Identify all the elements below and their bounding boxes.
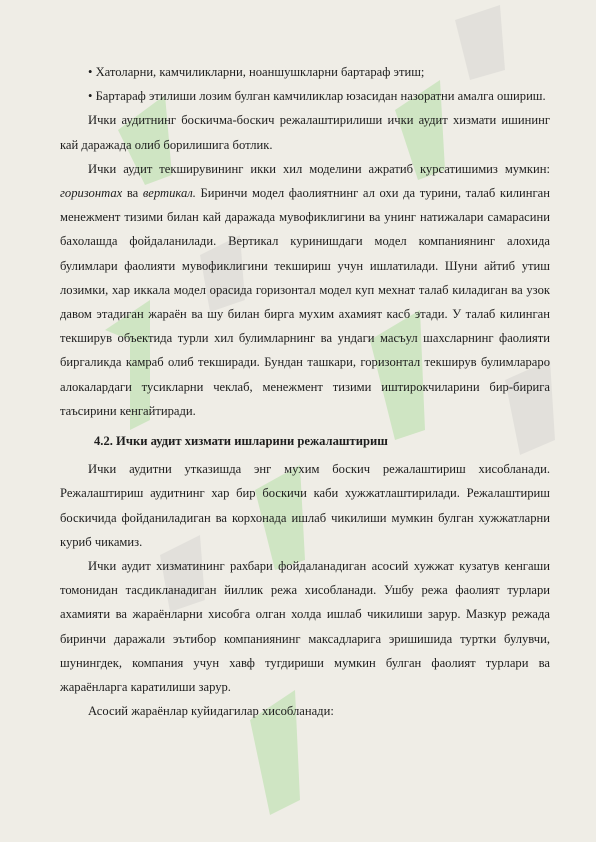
paragraph-annual-plan: Ички аудит хизматининг рахбари фойдаланадиган асосий хужжат кузатув кенгаши томонидан тасдикланадиган йиллик режа хисобланади. Ушбу режа фаолият турлари ахамияти ва жараёнларни хисобга олган холда ишлаб чикилиши зарур. Мазкур режада биринчи даражали эътибор компаниянинг максадларига эришишида туртки булувчи, шунингдек, компания учун хавф тугдириши мумкин булган фаолият турлари ва жараёнларга каратилиши зарур.	[60, 559, 550, 695]
paragraph-main-processes: Асосий жараёнлар куйидагилар хисобланади:	[88, 704, 334, 719]
section-title: Ички аудит хизмати ишларини режалаштириш	[116, 434, 388, 449]
paragraph-planning: Ички аудитни утказишда энг мухим боскич режалаштириш хисобланади. Режалаштириш аудитнинг хар бир боскичи каби хужжатлаштирилади. Режалаштириш боскичида фойданиладиган ва корхонада ишлаб чикилиши мумкин булган хужжатларни куриб чикамиз.	[60, 462, 550, 549]
bullet-text: Хатоларни, камчиликларни, ноаншушкларни бартараф этиш;	[95, 65, 425, 79]
bullet-item	[60, 84, 550, 108]
models-intro: Ички аудит текширувининг икки хил моделини ажратиб курсатишимиз мумкин:	[88, 161, 550, 176]
paragraph-planning-stages: Ички аудитнинг боскичма-боскич режалаштирилиши ички аудит хизмати ишининг кай даражада олиб борилишига ботлик.	[60, 113, 550, 152]
document-page	[60, 60, 550, 723]
paragraph-audit-models	[60, 157, 550, 423]
bullet-text: Бартараф этилиши лозим булган камчиликлар юзасидан назоратни амалга ошириш.	[95, 89, 546, 104]
bullet-item	[60, 60, 550, 84]
term-vertical: вертикал.	[142, 186, 196, 201]
section-heading	[60, 429, 550, 453]
bullet-symbol: •	[88, 65, 93, 79]
section-number: 4.2.	[94, 434, 113, 449]
models-and: ва	[122, 186, 143, 201]
bullet-symbol: •	[88, 89, 93, 104]
models-body: Биринчи модел фаолиятнинг ал охи да турини, талаб килинган менежмент тизими билан кай даражада мувофиклигини ва унинг натижалари самарасини бахолашда фойдаланилади. Вертикал куринишдаги модел компаниянинг алохида булимлари фаолияти мувофиклигини текшириш учун ишлатилади. Шуни айтиб утиш лозимки, хар иккала модел орасида горизонтал модел куп мехнат талаб киладиган ва узок давом этадиган жараён ва шу билан бирга мухим ахамият касб этади. У талаб килинган текширув объектида турли хил булимларнинг ва ундаги масъул шахсларнинг фаолияти биргаликда камраб олиб текширади. Бундан ташкари, горизонтал текширув булимлараро алокалардаги тусикларни чеклаб, менежмент тизими иштирокчиларини бир-бирига таъсирини кенгайтиради.	[60, 186, 551, 418]
term-horizontal: горизонтах	[60, 186, 123, 201]
